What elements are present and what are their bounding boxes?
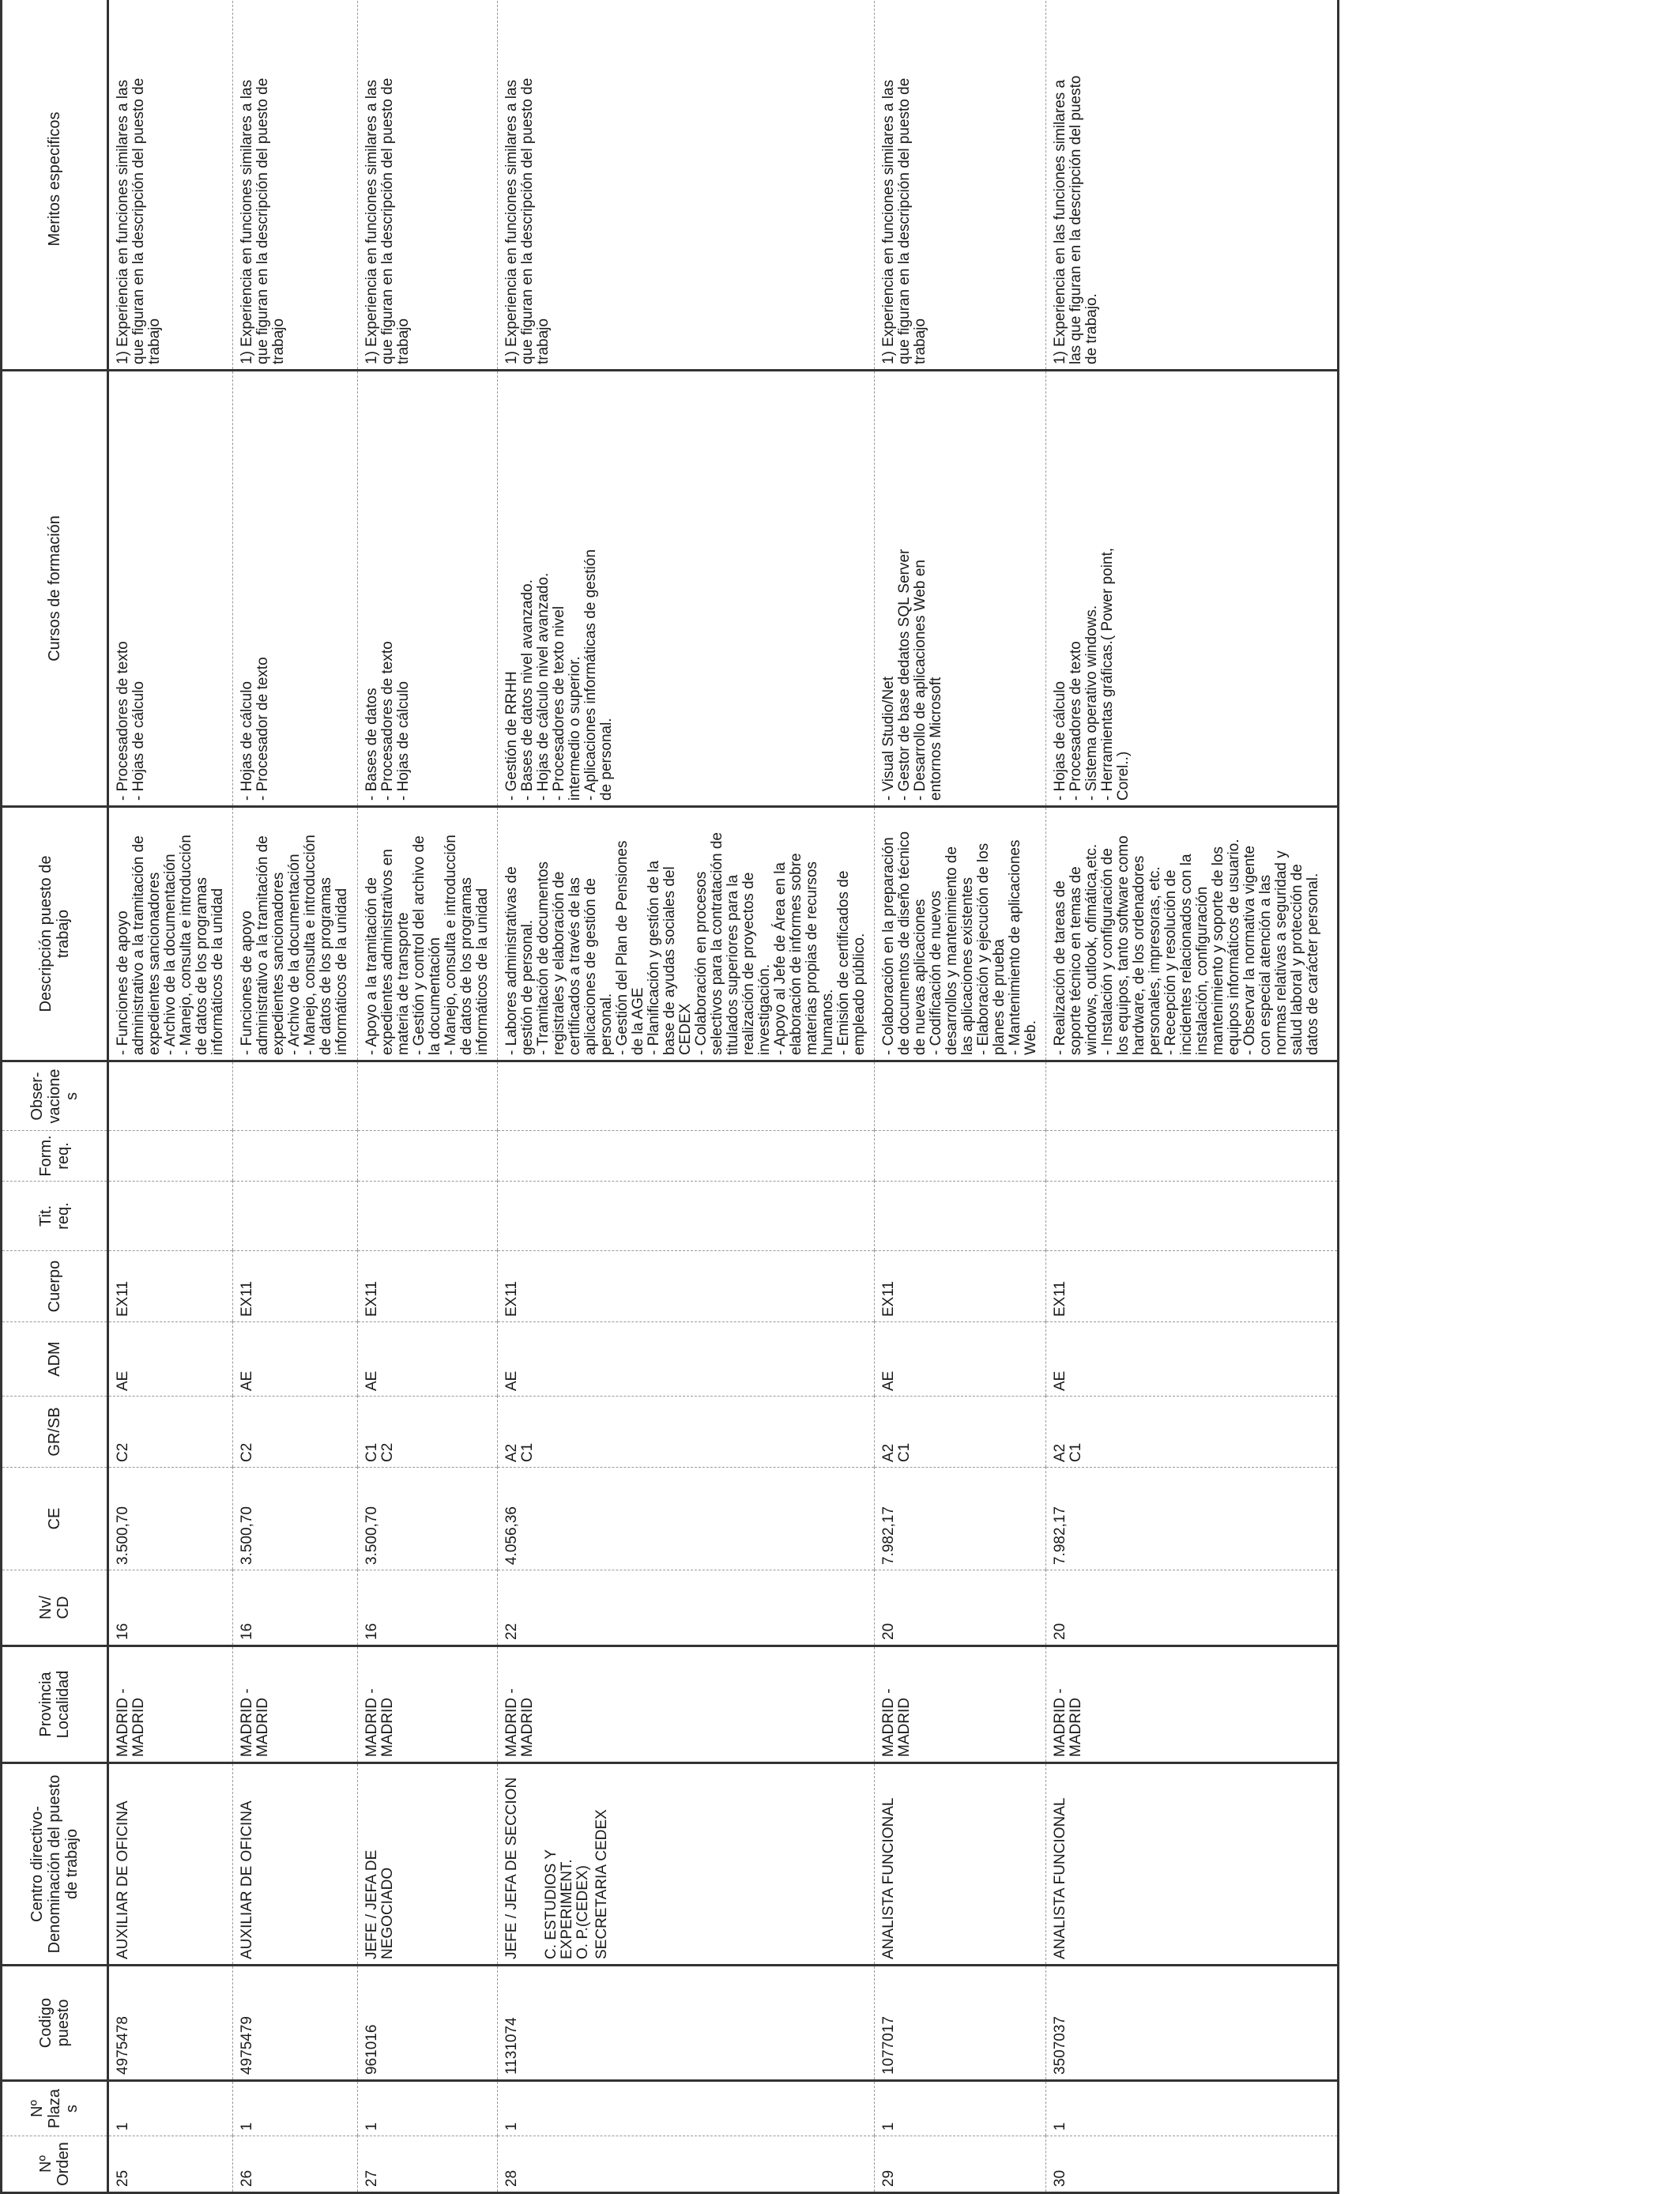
- centro-directivo-block: [544, 1769, 610, 1959]
- ce-cell: 3.500,70: [108, 1468, 233, 1570]
- denominacion-cell: [108, 1763, 233, 1966]
- plazas-cell: 1: [1046, 2081, 1339, 2136]
- adm-cell: AE: [358, 1322, 498, 1397]
- header-adm: ADM: [2, 1322, 108, 1397]
- obs-cell: [875, 1061, 1046, 1131]
- plazas-cell: 1: [358, 2081, 498, 2136]
- codigo-cell: 4975478: [108, 1966, 233, 2081]
- header-codigo: Codigo puesto: [2, 1966, 108, 2081]
- cuerpo-cell: EX11: [108, 1251, 233, 1322]
- cuerpo-cell: EX11: [358, 1251, 498, 1322]
- adm-cell: AE: [233, 1322, 358, 1397]
- cursos-cell: - Hojas de cálculo - Procesador de texto: [233, 371, 358, 807]
- orden-cell: 26: [233, 2136, 358, 2193]
- denominacion-cell: [233, 1763, 358, 1966]
- cuerpo-cell: EX11: [233, 1251, 358, 1322]
- table-row: [1046, 0, 1339, 2193]
- ce-cell: 7.982,17: [875, 1468, 1046, 1570]
- grupo-cell: C2: [233, 1397, 358, 1468]
- cursos-cell: - Gestión de RRHH - Bases de datos nivel avanzado. - Hojas de cálculo nivel avanzado. - Procesadores de texto nivel intermedio o superior. - Aplicaciones informáticas de gestión de personal.: [498, 371, 875, 807]
- orden-cell: 25: [108, 2136, 233, 2193]
- codigo-cell: 1131074: [498, 1966, 875, 2081]
- adm-cell: AE: [875, 1322, 1046, 1397]
- meritos-cell: 1) Experiencia en funciones similares a las que figuran en la descripción del puesto de trabajo: [233, 0, 358, 371]
- tit-cell: [358, 1182, 498, 1251]
- denominacion: AUXILIAR DE OFICINA: [115, 1800, 131, 1959]
- cursos-cell: - Bases de datos - Procesadores de texto - Hojas de cálculo: [358, 371, 498, 807]
- provincia-cell: MADRID - MADRID: [875, 1646, 1046, 1763]
- codigo-cell: 961016: [358, 1966, 498, 2081]
- obs-cell: [498, 1061, 875, 1131]
- ce-cell: 7.982,17: [1046, 1468, 1339, 1570]
- descripcion-cell: - Funciones de apoyo administrativo a la tramitación de expedientes sancionadores - Archivo de la documentación - Manejo, consulta e introducción de datos de los programas informáticos de la unidad: [108, 807, 233, 1061]
- form-cell: [1046, 1131, 1339, 1182]
- adm-cell: AE: [498, 1322, 875, 1397]
- plazas-cell: 1: [498, 2081, 875, 2136]
- meritos-cell: 1) Experiencia en funciones similares a las que figuran en la descripción del puesto de trabajo: [108, 0, 233, 371]
- grupo-cell: C1 C2: [358, 1397, 498, 1468]
- denominacion-cell: [1046, 1763, 1339, 1966]
- meritos-cell: 1) Experiencia en funciones similares a las que figuran en la descripción del puesto de trabajo: [875, 0, 1046, 371]
- header-cursos: Cursos de formación: [2, 371, 108, 807]
- ce-cell: 4.056,36: [498, 1468, 875, 1570]
- form-cell: [498, 1131, 875, 1182]
- header-cuerpo: Cuerpo: [2, 1251, 108, 1322]
- orden-cell: 29: [875, 2136, 1046, 2193]
- denominacion: AUXILIAR DE OFICINA: [239, 1800, 255, 1959]
- header-grupo: GR/SB: [2, 1397, 108, 1468]
- plazas-cell: 1: [108, 2081, 233, 2136]
- tit-cell: [233, 1182, 358, 1251]
- header-orden: Nº Orden: [2, 2136, 108, 2193]
- nivel-cell: 20: [875, 1570, 1046, 1646]
- provincia-cell: MADRID - MADRID: [108, 1646, 233, 1763]
- denominacion-cell: [358, 1763, 498, 1966]
- grupo-cell: C2: [108, 1397, 233, 1468]
- obs-cell: [233, 1061, 358, 1131]
- provincia-cell: MADRID - MADRID: [1046, 1646, 1339, 1763]
- table-row: [358, 0, 498, 2193]
- tit-cell: [1046, 1182, 1339, 1251]
- header-tit: Tit. req.: [2, 1182, 108, 1251]
- tit-cell: [875, 1182, 1046, 1251]
- descripcion-cell: - Realización de tareas de soporte técnico en temas de windows, outlook, ofimática,etc. - Instalación y configuración de los equipos, tanto software como hardware, de los ordenadores personales, impresoras, etc. - Recepción y resolución de incidentes relacionados con la instalación, configuración mantenimiento y soporte de los equipos informáticos de usuario. - Observar la normativa vigente con especial atención a las normas relativas a seguridad y salud laboral y protección de datos de carácter personal.: [1046, 807, 1339, 1061]
- header-form: Form. req.: [2, 1131, 108, 1182]
- cursos-cell: - Visual Studio/Net - Gestor de base dedatos SQL Server - Desarrollo de aplicaciones Web en entornos Microsoft: [875, 371, 1046, 807]
- denominacion: JEFE / JEFA DE NEGOCIADO: [363, 1849, 396, 1959]
- table-row: [498, 0, 875, 2193]
- denominacion: ANALISTA FUNCIONAL: [880, 1797, 897, 1959]
- header-nivel: Nv/ CD: [2, 1570, 108, 1646]
- ce-cell: 3.500,70: [233, 1468, 358, 1570]
- descripcion-cell: - Funciones de apoyo administrativo a la tramitación de expedientes sancionadores - Archivo de la documentación - Manejo, consulta e introducción de datos de los programas informáticos de la unidad: [233, 807, 358, 1061]
- centro-directivo: C. ESTUDIOS Y EXPERIMENT. O. P.(CEDEX): [543, 1849, 591, 1959]
- obs-cell: [1046, 1061, 1339, 1131]
- provincia-cell: MADRID - MADRID: [358, 1646, 498, 1763]
- cuerpo-cell: EX11: [1046, 1251, 1339, 1322]
- meritos-cell: 1) Experiencia en las funciones similares a las que figuran en la descripción del puesto de trabajo.: [1046, 0, 1339, 371]
- nivel-cell: 16: [358, 1570, 498, 1646]
- header-ce: CE: [2, 1468, 108, 1570]
- plazas-cell: 1: [233, 2081, 358, 2136]
- cuerpo-cell: EX11: [875, 1251, 1046, 1322]
- orden-cell: 28: [498, 2136, 875, 2193]
- header-row: [2, 0, 108, 2193]
- table-row: [108, 0, 233, 2193]
- adm-cell: AE: [1046, 1322, 1339, 1397]
- codigo-cell: 4975479: [233, 1966, 358, 2081]
- meritos-cell: 1) Experiencia en funciones similares a las que figuran en la descripción del puesto de trabajo: [498, 0, 875, 371]
- table-row: [875, 0, 1046, 2193]
- provincia-cell: MADRID - MADRID: [233, 1646, 358, 1763]
- nivel-cell: 22: [498, 1570, 875, 1646]
- adm-cell: AE: [108, 1322, 233, 1397]
- cursos-cell: - Procesadores de texto - Hojas de cálculo: [108, 371, 233, 807]
- obs-cell: [108, 1061, 233, 1131]
- nivel-cell: 20: [1046, 1570, 1339, 1646]
- orden-cell: 30: [1046, 2136, 1339, 2193]
- orden-cell: 27: [358, 2136, 498, 2193]
- cuerpo-cell: EX11: [498, 1251, 875, 1322]
- nivel-cell: 16: [233, 1570, 358, 1646]
- descripcion-cell: - Labores administrativas de gestión de personal. - Tramitación de documentos registrales y elaboración de certificados a través de las aplicaciones de gestión de personal. - Gestión del Plan de Pensiones de la AGE - Planificación y gestión de la base de ayudas sociales del CEDEX - Colaboración en procesos selectivos para la contratación de titulados superiores para la realización de proyectos de investigación. - Apoyo al Jefe de Área en la elaboración de informes sobre materias propias de recursos humanos. - Emisión de certificados de empleado público.: [498, 807, 875, 1061]
- descripcion-cell: - Colaboración en la preparación de documentos de diseño técnico de nuevas aplicaciones - Codificación de nuevos desarrollos y mantenimiento de las aplicaciones existentes - Elaboración y ejecución de los planes de prueba - Mantenimiento de aplicaciones Web.: [875, 807, 1046, 1061]
- header-obs: Obser- vaciones: [2, 1061, 108, 1131]
- form-cell: [108, 1131, 233, 1182]
- provincia-cell: MADRID - MADRID: [498, 1646, 875, 1763]
- header-meritos: Meritos especificos: [2, 0, 108, 371]
- ce-cell: 3.500,70: [358, 1468, 498, 1570]
- codigo-cell: 1077017: [875, 1966, 1046, 2081]
- plazas-cell: 1: [875, 2081, 1046, 2136]
- denominacion: JEFE / JEFA DE SECCION: [503, 1777, 520, 1959]
- grupo-cell: A2 C1: [1046, 1397, 1339, 1468]
- form-cell: [233, 1131, 358, 1182]
- header-descripcion: Descripción puesto de trabajo: [2, 807, 108, 1061]
- meritos-cell: 1) Experiencia en funciones similares a las que figuran en la descripción del puesto de trabajo: [358, 0, 498, 371]
- tit-cell: [498, 1182, 875, 1251]
- grupo-cell: A2 C1: [498, 1397, 875, 1468]
- descripcion-cell: - Apoyo a la tramitación de expedientes administrativos en materia de transporte - Gestión y control del archivo de la documentación - Manejo, consulta e introducción de datos de los programas informáticos de la unidad: [358, 807, 498, 1061]
- form-cell: [358, 1131, 498, 1182]
- unidad: SECRETARIA CEDEX: [593, 1809, 610, 1959]
- table-row: [233, 0, 358, 2193]
- denominacion-cell: [875, 1763, 1046, 1966]
- cursos-cell: - Hojas de cálculo - Procesadores de texto - Sistema operativo windows. - Herramientas gráficas.( Power point, Corel..): [1046, 371, 1339, 807]
- header-provincia: Provincia Localidad: [2, 1646, 108, 1763]
- obs-cell: [358, 1061, 498, 1131]
- nivel-cell: 16: [108, 1570, 233, 1646]
- grupo-cell: A2 C1: [875, 1397, 1046, 1468]
- header-centro: Centro directivo- Denominación del puesto de trabajo: [2, 1763, 108, 1966]
- form-cell: [875, 1131, 1046, 1182]
- tit-cell: [108, 1182, 233, 1251]
- codigo-cell: 3507037: [1046, 1966, 1339, 2081]
- header-plazas: Nº Plazas: [2, 2081, 108, 2136]
- denominacion-cell: [498, 1763, 875, 1966]
- denominacion: ANALISTA FUNCIONAL: [1052, 1797, 1068, 1959]
